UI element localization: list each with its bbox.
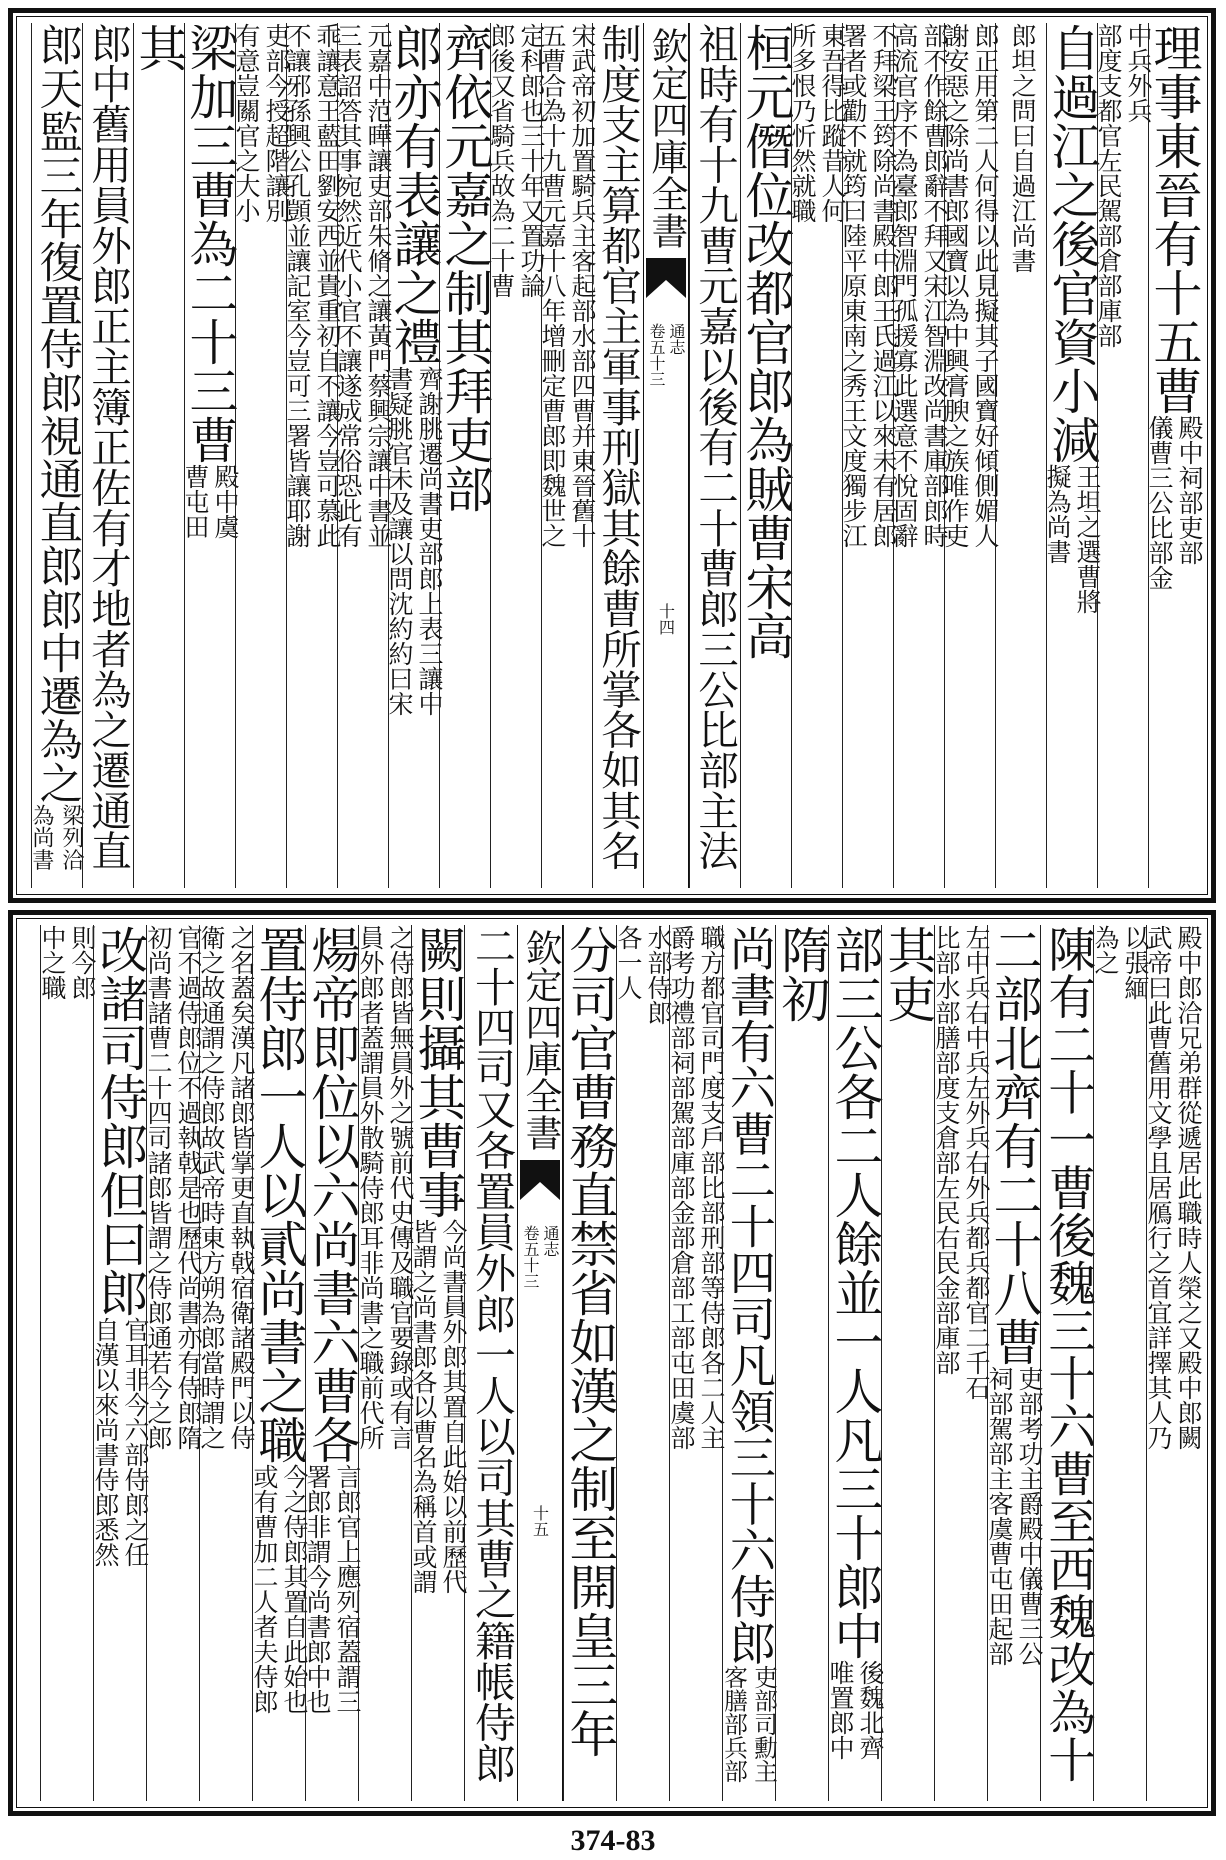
main-text: 理事東晉有十五曹 — [1146, 23, 1203, 415]
annotation-line: 署郎非謂今尚書郎中也 — [303, 1464, 332, 1714]
text-column — [880, 925, 937, 1801]
text-column — [131, 23, 188, 888]
annotation — [788, 23, 846, 223]
text-column — [826, 925, 885, 1801]
text-column — [250, 925, 309, 1801]
annotation-line: 唯置郎中 — [826, 1660, 855, 1760]
annotation-line: 郎坦之問曰自過江尚書 — [1008, 23, 1037, 273]
text-column — [1043, 23, 1102, 888]
text-column — [1144, 925, 1203, 1801]
annotation-line: 或有曹加二人者夫侍郎 — [250, 1464, 279, 1714]
annotation-line: 比部水部膳部度支倉部左民右民金部庫部 — [932, 925, 961, 1375]
annotation-line: 言郎官上應列宿蓋謂三 — [333, 1464, 362, 1714]
annotation-line: 殿中虞 — [211, 464, 240, 539]
annotation-line: 左中兵右中兵左外兵右外兵都兵都官二千石 — [962, 925, 991, 1400]
text-column — [788, 23, 847, 888]
text-column — [283, 23, 342, 888]
text-column — [1094, 23, 1153, 888]
annotation — [985, 1366, 1043, 1666]
annotation — [385, 366, 443, 716]
annotation — [1094, 23, 1152, 348]
annotation-line: 殿中郎洽兄弟群從遞居此職時人榮之又殿中郎闕 — [1174, 925, 1203, 1450]
annotation — [409, 1219, 467, 1594]
annotation-line: 祠部駕部主客虞曹屯田起部 — [985, 1366, 1014, 1666]
text-column — [932, 925, 991, 1801]
annotation-line: 職方都官司門度支戶部比部刑部等侍郎各二人主 — [697, 925, 726, 1450]
annotation — [91, 1317, 149, 1567]
main-text: 郎中舊用員外郎正主簿正佐有才地者為之遷通直 — [84, 23, 132, 871]
annotation-line: 所多恨乃忻然就職 — [788, 23, 817, 223]
annotation-line: 郎後又省騎兵故為二十曹 — [487, 23, 516, 298]
annotation — [38, 925, 96, 1000]
page-number: 374-83 — [570, 1824, 656, 1857]
text-column — [562, 925, 619, 1801]
header-volume-text: 卷五十三 — [521, 1225, 540, 1289]
text-column — [592, 23, 643, 888]
text-column — [614, 925, 673, 1801]
folio-number-text: 十四 — [656, 603, 676, 635]
text-column — [232, 23, 291, 888]
annotation — [826, 1660, 884, 1760]
main-text: 其 — [131, 23, 188, 72]
text-column — [303, 925, 362, 1801]
page-top — [8, 8, 1216, 903]
annotation — [614, 925, 672, 1025]
annotation-line: 吏部司勳主 — [750, 1665, 778, 1784]
annotation-line: 不拜梁王筠除尚書殿中郎王氏過江以來未有居郎 — [869, 23, 898, 548]
text-column — [1040, 925, 1093, 1801]
annotation-line: 吏部今授超階讓別 — [262, 23, 291, 223]
annotation-line: 部度支都官左民駕部倉部庫部 — [1094, 23, 1123, 348]
annotation — [250, 1464, 308, 1714]
main-text: 改諸司侍郎但曰郎 — [92, 925, 149, 1317]
main-text: 分司官曹務直禁省如漢之制至開皇三年 — [562, 925, 619, 1758]
annotation-line: 定科郎也三十年又置功論 — [517, 23, 546, 298]
annotation-line: 吏部考功主爵殿中儀曹三公 — [1015, 1366, 1044, 1666]
annotation-line: 官耳非今六部侍郎之任 — [121, 1317, 150, 1567]
annotation-line: 今尚書員外郎其置自此始以前歷代 — [439, 1219, 468, 1594]
text-column — [487, 23, 546, 888]
text-column — [689, 23, 740, 888]
annotation — [1145, 415, 1203, 590]
text-column — [144, 925, 203, 1801]
text-column — [437, 23, 494, 888]
text-column — [197, 925, 256, 1801]
annotation — [232, 23, 290, 223]
annotation-line: 員外郎者蓋謂員外散騎侍郎耳非尚書之職前代所 — [356, 925, 385, 1450]
text-column — [385, 23, 444, 888]
text-column — [995, 23, 1046, 888]
annotation — [197, 925, 255, 1450]
main-text: 部三公各二人餘並一人凡三十郎中 — [827, 925, 884, 1660]
header-volume-text: 通志 — [541, 1225, 560, 1257]
annotation-line: 殿中祠部吏部 — [1175, 415, 1204, 565]
annotation-line: 客膳部兵部 — [720, 1665, 748, 1784]
annotation-line: 三表詔答其事宛然近代小官不讓遂成常俗恐此有 — [334, 23, 363, 548]
annotation-line: 書疑朓官未及讓以問沈約約曰宋 — [385, 366, 414, 716]
main-text: 其吏 — [880, 925, 937, 1023]
text-column — [1091, 925, 1150, 1801]
annotation-line: 自漢以來尚書侍郎悉然 — [91, 1317, 120, 1567]
page-bottom — [8, 910, 1216, 1816]
annotation-line: 之名蓋矣漢凡諸郎皆掌更直執戟宿衛諸殿門以侍 — [227, 925, 256, 1450]
text-column — [38, 925, 97, 1801]
text-column — [839, 23, 898, 888]
main-text: 煬帝即位以六尚書六曹各 — [304, 925, 361, 1464]
main-text: 梁加三曹為二十三曹 — [182, 23, 239, 464]
annotation — [181, 464, 239, 539]
annotation — [144, 925, 202, 1450]
annotation-line: 謝安惡之除尚書郎國寶以為中興膏腴之族唯作吏 — [941, 23, 970, 548]
annotation — [538, 23, 596, 548]
annotation-line: 五曹合為十九曹元嘉十八年增刪定曹郎即魏世之 — [538, 23, 567, 548]
header-title — [644, 27, 688, 249]
main-text: 尚書有六曹二十四司凡領三十六侍郎 — [722, 925, 777, 1666]
annotation-line: 各一人 — [614, 925, 643, 1000]
text-column — [667, 925, 726, 1801]
annotation-line: 齊謝朓遷尚書吏部郎上表三讓中 — [415, 366, 444, 716]
annotation — [356, 925, 414, 1450]
text-column — [29, 23, 85, 888]
annotation — [1043, 464, 1101, 614]
annotation-line: 後魏北齊 — [856, 1660, 885, 1760]
text-column — [720, 925, 778, 1801]
text-column — [890, 23, 949, 888]
main-text: 郎亦有表讓之禮 — [386, 23, 443, 366]
text-column — [181, 23, 240, 888]
annotation — [1006, 23, 1036, 273]
header-volume — [644, 323, 688, 387]
annotation-line: 郎正用第二人何得以此見擬其子國寶好傾側媚人 — [971, 23, 1000, 548]
main-text: 二十四司又各置員外郎一人以司其曹之籍帳侍郎 — [467, 925, 516, 1784]
header-title-text: 欽定四庫全書 — [645, 27, 688, 249]
annotation-line: 宋武帝初加置騎兵主客起部水部四曹并東晉舊十 — [568, 23, 597, 548]
text-column — [356, 925, 415, 1801]
text-column — [1145, 23, 1204, 888]
annotation-line: 部不作餘曹郎辭不拜又宋江智淵改尚書庫部郎時 — [920, 23, 949, 548]
annotation-line: 不讓邪孫興公孔顗並讓記室今豈可三署皆讓耶謝 — [283, 23, 312, 548]
fishtail-mark-icon — [646, 258, 686, 298]
text-column — [774, 925, 831, 1801]
annotation-line: 初尚書諸曹二十四司諸郎皆謂之侍郎通若今之郎 — [144, 925, 173, 1450]
main-text: 自過江之後官資小減 — [1044, 23, 1101, 464]
main-text: 桓元僭位改都官郎為賊曹宋高 — [738, 23, 795, 660]
main-text: 二部北齊有二十八曹 — [986, 925, 1043, 1366]
annotation-line: 為之 — [1091, 925, 1120, 975]
text-column — [538, 23, 597, 888]
annotation-line: 水部侍郎 — [644, 925, 673, 1025]
header-title-text: 欽定四庫全書 — [519, 929, 562, 1151]
header-title — [518, 929, 562, 1151]
main-text: 制度支主算都官主軍事刑獄其餘曹所掌各如其名 — [594, 23, 642, 871]
text-column — [409, 925, 468, 1801]
annotation — [839, 23, 897, 548]
folio-number-text: 十五 — [530, 1505, 550, 1537]
annotation-line: 有意豈關官之大小 — [232, 23, 261, 223]
annotation — [941, 23, 999, 548]
main-text: 祖時有十九曹元嘉以後有二十曹郎三公比部主法 — [691, 23, 739, 871]
annotation-line: 之侍郎皆無員外之號前代史傳及職官要錄或有言 — [386, 925, 415, 1450]
annotation — [667, 925, 725, 1450]
text-column — [738, 23, 795, 888]
annotation-line: 武帝曰此曹舊用文學且居鴈行之首宜詳擇其人乃 — [1144, 925, 1173, 1450]
annotation-line: 梁列洽 — [59, 804, 85, 871]
annotation-line: 元嘉中范曄讓吏部朱脩之讓黃門蔡興宗讓中書並 — [364, 23, 393, 548]
main-text: 陳有二十一曹後魏三十六曹至西魏改為十 — [1039, 925, 1095, 1784]
annotation — [334, 23, 392, 548]
text-column — [334, 23, 393, 888]
center-strip — [517, 925, 563, 1801]
center-strip — [643, 23, 689, 888]
annotation-line: 曹屯田 — [181, 464, 210, 539]
annotation-line: 王坦之選曹將 — [1073, 464, 1102, 614]
annotation-line: 今之侍郎其置自此始也 — [280, 1464, 309, 1714]
annotation — [890, 23, 948, 548]
annotation-line: 官不過侍郎位不過執戟是也歷代尚書亦有侍郎隋 — [174, 925, 203, 1450]
annotation-line: 中兵外兵 — [1124, 23, 1153, 123]
text-column — [464, 925, 517, 1801]
annotation — [932, 925, 990, 1400]
header-volume-text: 卷五十三 — [647, 323, 666, 387]
main-text: 置侍郎一人以貳尚書之職 — [251, 925, 308, 1464]
annotation — [28, 804, 86, 870]
annotation-line: 皆謂之尚書郎各以曹名為稱首或謂 — [409, 1219, 438, 1594]
folio-number — [518, 1505, 562, 1541]
annotation-line: 擬為尚書 — [1043, 464, 1072, 564]
annotation-line: 高流官序不為臺郎智淵門孤援寡此選意不悅固辭 — [890, 23, 919, 548]
annotation — [283, 23, 341, 548]
annotation-line: 東吾得比蹤昔人何 — [818, 23, 847, 223]
main-text: 齊依元嘉之制其拜吏部 — [437, 23, 494, 513]
annotation — [1144, 925, 1202, 1450]
text-column — [941, 23, 1000, 888]
annotation-line: 則今郎 — [68, 925, 97, 1000]
annotation-line: 以張緬 — [1121, 925, 1150, 1000]
text-columns — [25, 925, 1203, 1801]
annotation — [1091, 925, 1149, 1000]
annotation-line: 乖讓意王藍田劉安西並貴重初自不讓今豈可慕此 — [313, 23, 342, 548]
folio-number — [644, 603, 688, 639]
annotation — [720, 1665, 778, 1783]
text-columns — [25, 23, 1204, 888]
annotation-line: 中之職 — [38, 925, 67, 1000]
text-column — [82, 23, 133, 888]
annotation — [303, 1464, 361, 1714]
annotation-line: 爵考功禮部祠部駕部庫部金部倉部工部屯田虞部 — [667, 925, 696, 1450]
main-text: 郎天監三年復置侍郎視通直郎郎中遷為之 — [32, 23, 83, 805]
annotation — [487, 23, 545, 298]
main-text: 隋初 — [774, 925, 831, 1023]
annotation-line: 衛之故通謂之侍郎故武帝時東方朔為郎當時謂之 — [197, 925, 226, 1450]
header-volume-text: 通志 — [667, 323, 686, 355]
main-text: 闕則攝其曹事 — [410, 925, 467, 1219]
header-volume — [518, 1225, 562, 1289]
annotation-line: 署者或勸不就筠曰陸平原東南之秀王文度獨步江 — [839, 23, 868, 548]
annotation-line: 為尚書 — [29, 804, 55, 871]
text-column — [985, 925, 1044, 1801]
text-column — [91, 925, 150, 1801]
annotation-line: 儀曹三公比部金 — [1145, 415, 1174, 590]
fishtail-mark-icon — [520, 1160, 560, 1200]
